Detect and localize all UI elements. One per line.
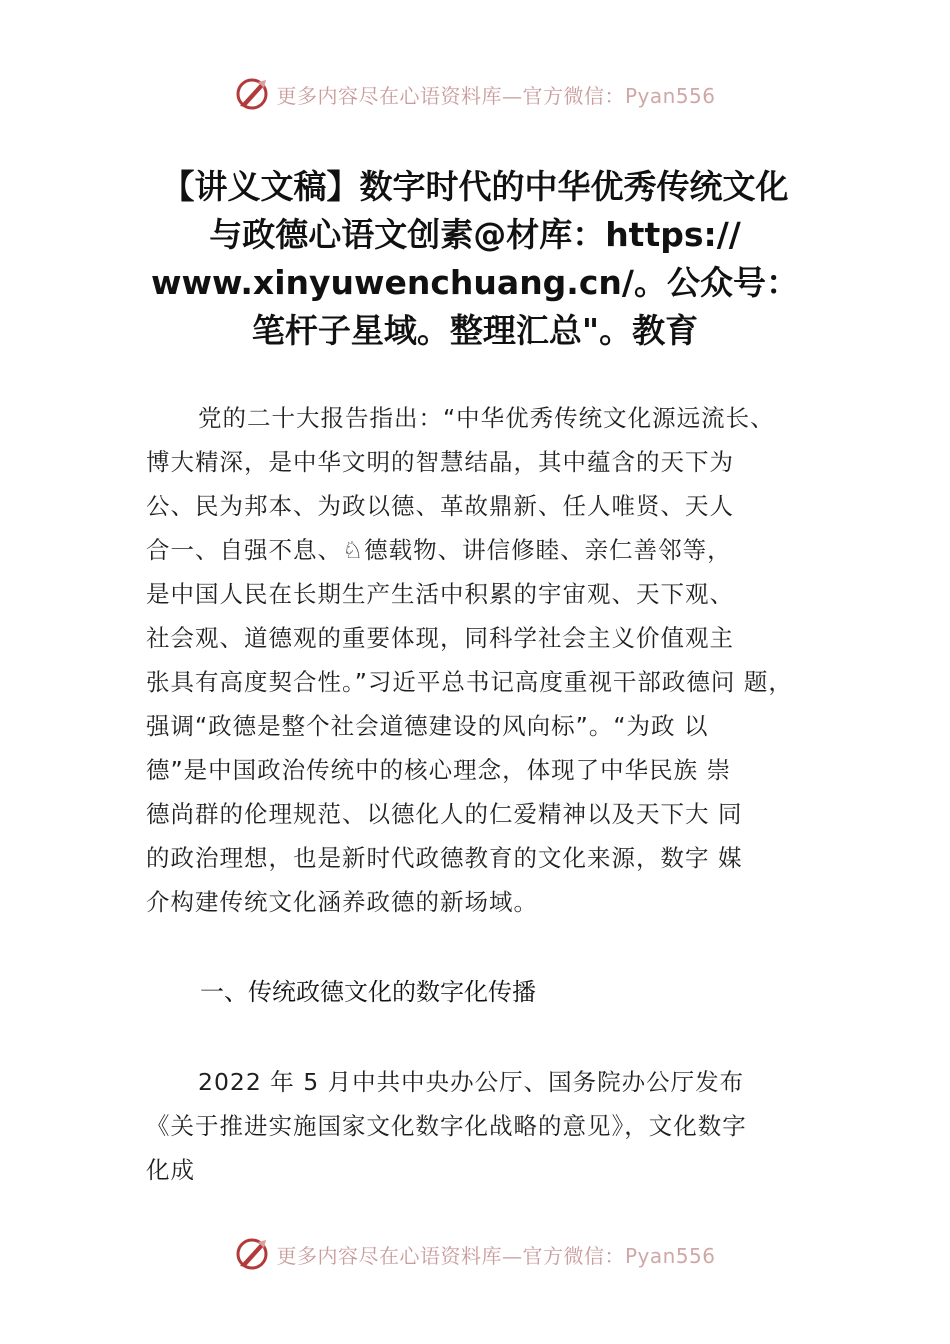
paragraph-line: 化成 xyxy=(146,1156,195,1184)
watermark-label: 更多内容尽在心语资料库—官方微信： xyxy=(276,1243,625,1268)
header-watermark xyxy=(0,72,950,116)
intro-paragraph xyxy=(146,396,866,924)
paragraph-line: 强调“政德是整个社会道德建设的风向标”。“为政 以 xyxy=(146,712,709,740)
paragraph-line: 介构建传统文化涵养政德的新场域。 xyxy=(146,888,538,916)
title-line: 与政德心语文创素@材库：https:// xyxy=(209,215,741,254)
pen-logo-icon xyxy=(234,1236,270,1272)
title-line: www.xinyuwenchuang.cn/。公众号： xyxy=(151,263,799,302)
watermark-label: 更多内容尽在心语资料库—官方微信： xyxy=(276,83,625,108)
watermark-handle: Pyan556 xyxy=(624,1243,716,1268)
paragraph-line: 合一、自强不息、♘德载物、讲信修睦、亲仁善邻等， xyxy=(146,536,732,564)
title-line: 【讲义文稿】数字时代的中华优秀传统文化 xyxy=(161,167,789,206)
footer-watermark xyxy=(0,1232,950,1276)
document-title xyxy=(100,163,850,355)
paragraph-line: 党的二十大报告指出：“中华优秀传统文化源远流长、 xyxy=(198,404,775,432)
paragraph-line: 是中国人民在长期生产生活中积累的宇宙观、天下观、 xyxy=(146,580,734,608)
title-line: 笔杆子星域。整理汇总"。教育 xyxy=(251,311,699,350)
paragraph-line: 2022 年 5 月中共中央办公厅、国务院办公厅发布 xyxy=(198,1068,745,1096)
section-paragraph xyxy=(146,1060,866,1192)
paragraph-line: 张具有高度契合性。”习近平总书记高度重视干部政德问 题， xyxy=(146,668,793,696)
paragraph-line: 德”是中国政治传统中的核心理念，体现了中华民族 崇 xyxy=(146,756,732,784)
watermark-text xyxy=(276,1240,715,1269)
paragraph-line: 的政治理想，也是新时代政德教育的文化来源，数字 媒 xyxy=(146,844,743,872)
paragraph-line: 公、民为邦本、为政以德、革故鼎新、任人唯贤、天人 xyxy=(146,492,734,520)
paragraph-line: 《关于推进实施国家文化数字化战略的意见》，文化数字 xyxy=(146,1112,747,1140)
watermark-text xyxy=(276,80,715,109)
paragraph-line: 社会观、道德观的重要体现，同科学社会主义价值观主 xyxy=(146,624,734,652)
section-heading: 一、传统政德文化的数字化传播 xyxy=(200,978,536,1006)
paragraph-line: 德尚群的伦理规范、以德化人的仁爱精神以及天下大 同 xyxy=(146,800,743,828)
paragraph-line: 博大精深，是中华文明的智慧结晶，其中蕴含的天下为 xyxy=(146,448,734,476)
watermark-handle: Pyan556 xyxy=(624,83,716,108)
pen-logo-icon xyxy=(234,76,270,112)
